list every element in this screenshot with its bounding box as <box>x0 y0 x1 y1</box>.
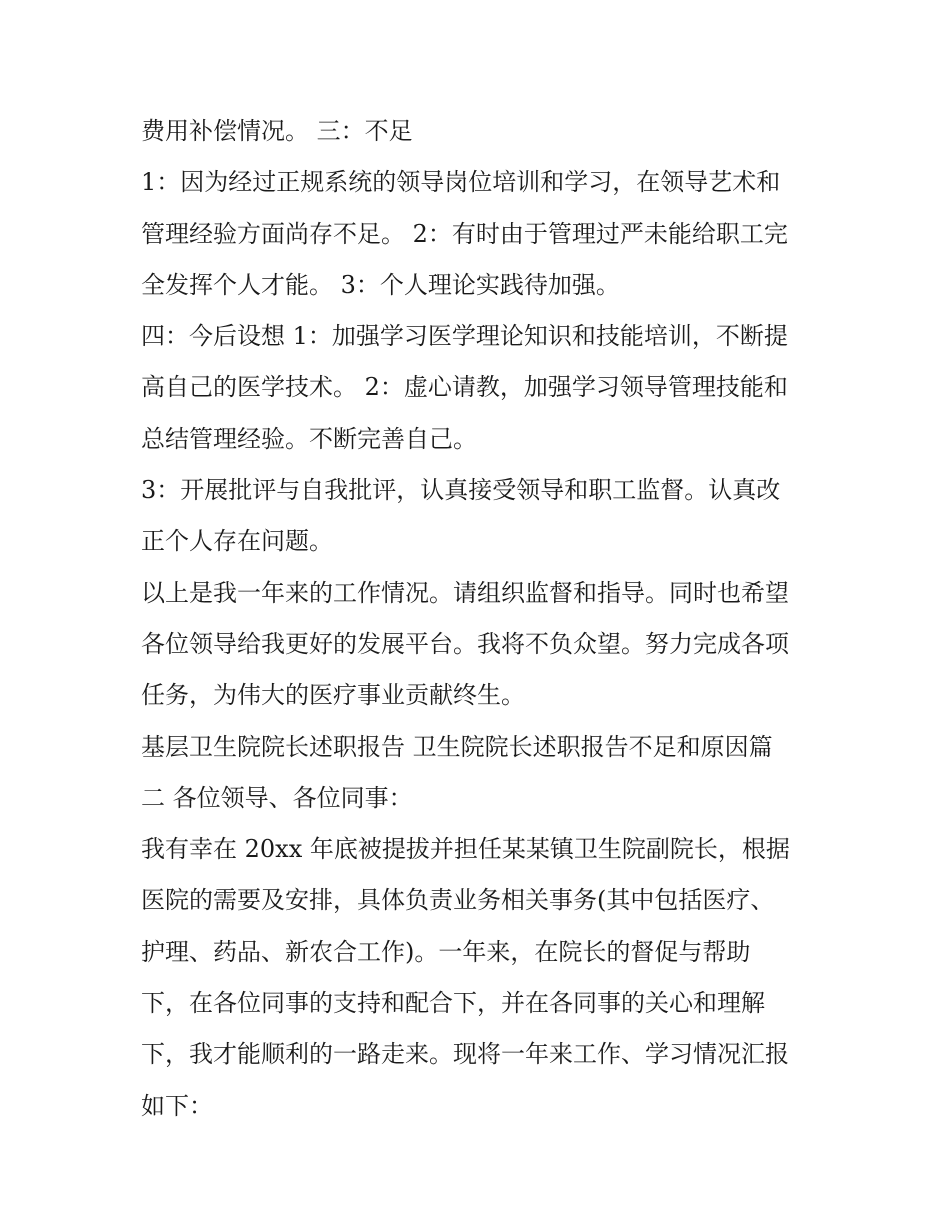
text-line: 如下： <box>141 1091 213 1120</box>
text-line: 总结管理经验。不断完善自己。 <box>141 424 477 453</box>
text-line: 全发挥个人才能。 3：个人理论实践待加强。 <box>141 270 620 299</box>
text-line: 任务，为伟大的医疗事业贡献终生。 <box>141 681 525 710</box>
text-line: 下，在各位同事的支持和配合下，并在各同事的关心和理解 <box>141 989 765 1018</box>
text-line: 下，我才能顺利的一路走来。现将一年来工作、学习情况汇报 <box>141 1040 789 1069</box>
text-line: 医院的需要及安排，具体负责业务相关事务(其中包括医疗、 <box>141 886 775 915</box>
text-line: 费用补偿情况。 三：不足 <box>141 117 413 145</box>
text-line: 1：因为经过正规系统的领导岗位培训和学习，在领导艺术和 <box>141 168 781 197</box>
document-body <box>141 106 821 1132</box>
text-line: 四：今后设想 1：加强学习医学理论知识和技能培训，不断提 <box>141 322 788 351</box>
text-line: 各位领导给我更好的发展平台。我将不负众望。努力完成各项 <box>141 629 789 658</box>
text-line: 二 各位领导、各位同事： <box>141 783 413 812</box>
text-line: 基层卫生院院长述职报告 卫生院院长述职报告不足和原因篇 <box>141 732 773 761</box>
text-line: 高自己的医学技术。 2：虚心请教，加强学习领导管理技能和 <box>141 373 788 402</box>
text-line: 正个人存在问题。 <box>141 527 333 556</box>
text-line: 3：开展批评与自我批评，认真接受领导和职工监督。认真改 <box>141 476 781 505</box>
text-line: 我有幸在 20xx 年底被提拔并担任某某镇卫生院副院长，根据 <box>141 835 790 864</box>
text-line: 护理、药品、新农合工作)。一年来，在院长的督促与帮助 <box>141 937 751 966</box>
text-line: 以上是我一年来的工作情况。请组织监督和指导。同时也希望 <box>141 578 789 607</box>
text-line: 管理经验方面尚存不足。 2：有时由于管理过严未能给职工完 <box>141 219 788 248</box>
